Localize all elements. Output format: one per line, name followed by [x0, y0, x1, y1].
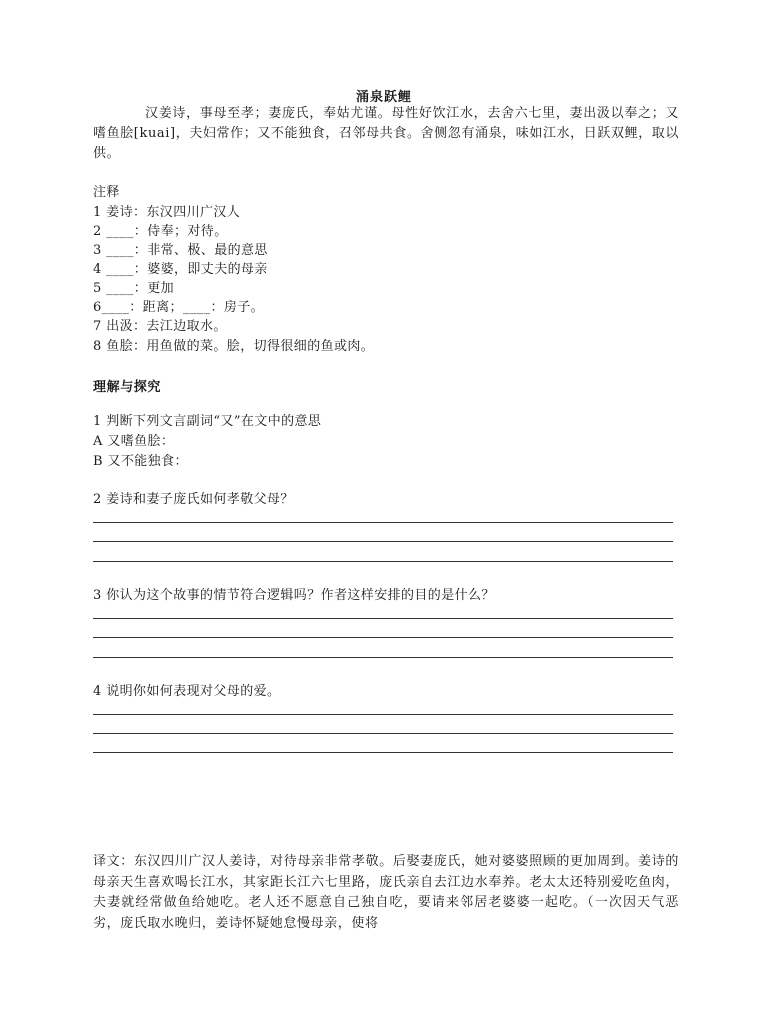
- page-title: 涌泉跃鲤: [355, 90, 412, 105]
- question-1-option-a: A 又嗜鱼脍：: [93, 434, 175, 449]
- answer-line[interactable]: [93, 618, 673, 619]
- note-item: 4 ____：婆婆，即丈夫的母亲: [93, 262, 268, 277]
- note-item: 7 出汲：去江边取水。: [93, 319, 227, 334]
- translation-paragraph: 译文：东汉四川广汉人姜诗，对待母亲非常孝敬。后娶妻庞氏，她对婆婆照顾的更加周到。姜诗的母亲天生喜欢喝长江水，其家距长江六七里路，庞氏亲自去江边水奉养。老太太还特别爱吃鱼肉，夫妻就经常做鱼给她吃。老人还不愿意自己独自吃，要请来邻居老婆婆一起吃。（一次因天气恶劣，庞氏取水晚归，姜诗怀疑她怠慢母亲，使将: [93, 854, 679, 931]
- question-2-prompt: 2 姜诗和妻子庞氏如何孝敬父母？: [93, 492, 294, 507]
- answer-line[interactable]: [93, 657, 673, 658]
- note-item: 6____：距离；____：房子。: [93, 300, 265, 315]
- question-1-option-b: B 又不能独食：: [93, 454, 188, 469]
- answer-line[interactable]: [93, 637, 673, 638]
- answer-line[interactable]: [93, 522, 673, 523]
- note-item: 2 ____：侍奉；对待。: [93, 224, 228, 239]
- note-item: 1 姜诗：东汉四川广汉人: [93, 205, 241, 220]
- question-3-prompt: 3 你认为这个故事的情节符合逻辑吗？作者这样安排的目的是什么？: [93, 588, 495, 603]
- note-item: 8 鱼脍：用鱼做的菜。脍，切得很细的鱼或肉。: [93, 339, 375, 354]
- answer-line[interactable]: [93, 752, 673, 753]
- note-item: 3 ____：非常、极、最的意思: [93, 243, 268, 258]
- question-4-prompt: 4 说明你如何表现对父母的爱。: [93, 684, 281, 699]
- classical-passage: 汉姜诗，事母至孝；妻庞氏，奉姑尤谨。母性好饮江水，去舍六七里，妻出汲以奉之；又嗜鱼脍[kuai]，夫妇常作；又不能独食，召邻母共食。舍侧忽有涌泉，味如江水，日跃双鲤，取以供。: [93, 106, 679, 161]
- question-1-prompt: 1 判断下列文言副词“又”在文中的意思: [93, 414, 322, 429]
- answer-line[interactable]: [93, 541, 673, 542]
- answer-line[interactable]: [93, 733, 673, 734]
- answer-line[interactable]: [93, 714, 673, 715]
- note-item: 5 ____：更加: [93, 281, 175, 296]
- section-heading: 理解与探究: [93, 380, 162, 395]
- notes-heading: 注释: [93, 185, 120, 200]
- answer-line[interactable]: [93, 561, 673, 562]
